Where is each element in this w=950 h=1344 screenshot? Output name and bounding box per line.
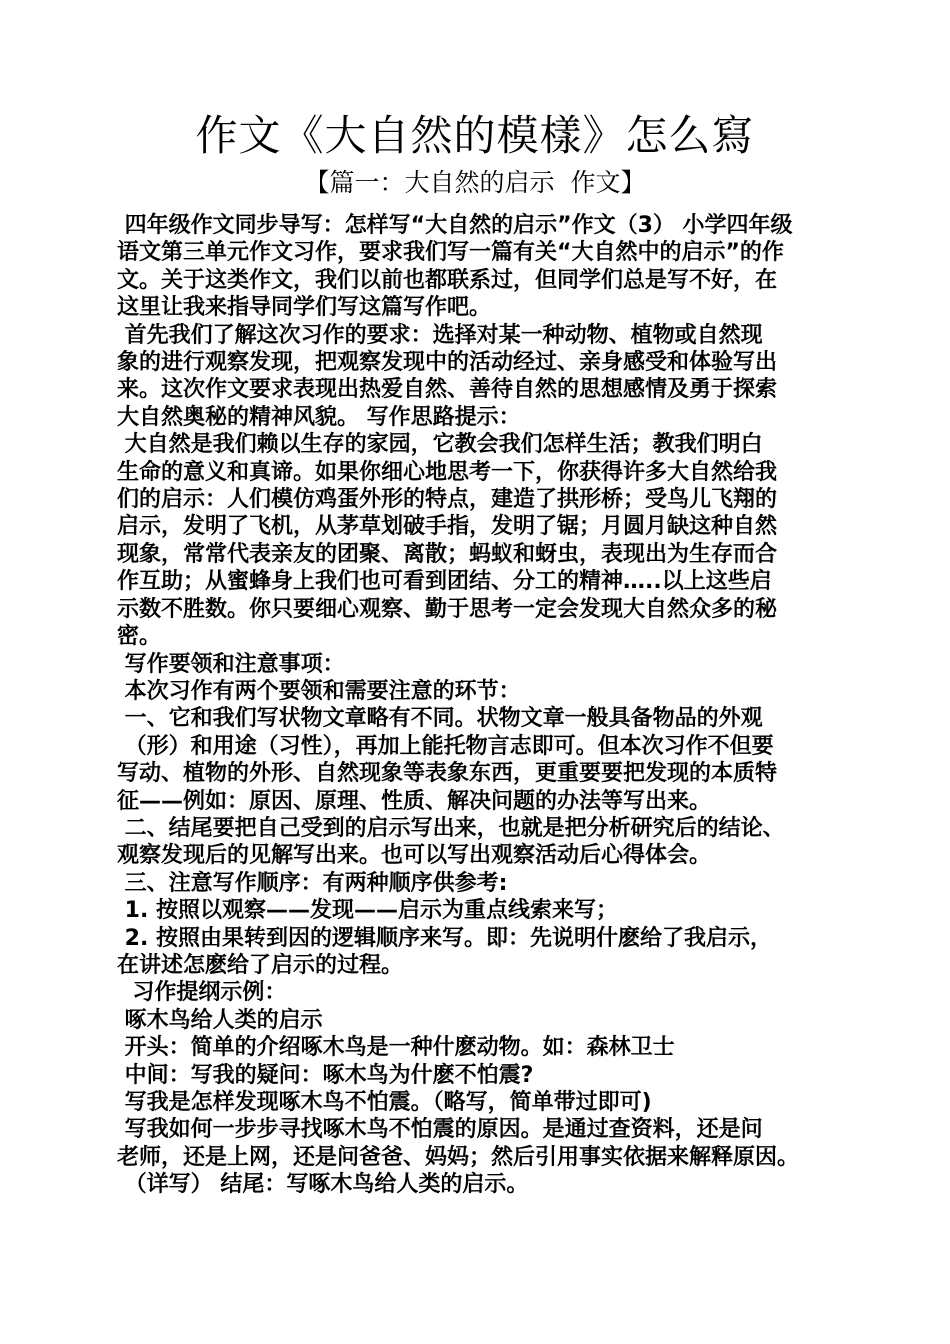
body-line: 征——例如：原因、原理、性质、解决问题的办法等写出来。 (117, 788, 712, 814)
document-title: 作文《大自然的模樣》怎么寫 (195, 111, 755, 160)
body-line: 三、注意写作顺序：有两种顺序供参考: (117, 870, 508, 896)
body-line: 写作要领和注意事项： (117, 651, 345, 677)
body-line: （形）和用途（习性），再加上能托物言志即可。但本次习作不但要 (117, 733, 774, 759)
body-line: 写动、植物的外形、自然现象等表象东西，更重要要把发现的本质特 (117, 761, 778, 787)
body-line: 老师，还是上网，还是问爸爸、妈妈；然后引用事实依据来解释原因。 (117, 1144, 800, 1170)
body-line: 文。关于这类作文，我们以前也都联系过，但同学们总是写不好，在 (117, 267, 778, 293)
body-line: 现象，常常代表亲友的团聚、离散；蚂蚁和蚜虫，表现出为生存而合 (117, 541, 778, 567)
body-line: 首先我们了解这次习作的要求：选择对某一种动物、植物或自然现 (117, 322, 763, 348)
body-line: 密。 (117, 624, 162, 650)
body-line: 在讲述怎麽给了启示的过程。 (117, 952, 404, 978)
body-line: 写我如何一步步寻找啄木鸟不怕震的原因。是通过查资料，还是问 (117, 1117, 763, 1143)
document-body (117, 212, 847, 1199)
body-line: 啄木鸟给人类的启示 (117, 1007, 323, 1033)
body-line: 这里让我来指导同学们写这篇写作吧。 (117, 295, 492, 321)
body-line: 示数不胜数。你只要细心观察、勤于思考一定会发现大自然众多的秘 (117, 596, 778, 622)
body-line: 来。这次作文要求表现出热爱自然、善待自然的思想感情及勇于探索 (117, 377, 778, 403)
document-subtitle: 【篇一：大自然的启示 作文】 (304, 168, 646, 197)
body-line: 们的启示：人们模仿鸡蛋外形的特点，建造了拱形桥；受鸟儿飞翔的 (117, 487, 778, 513)
body-line: 作互助；从蜜蜂身上我们也可看到团结、分工的精神…..以上这些启 (117, 569, 772, 595)
body-line: 写我是怎样发现啄木鸟不怕震。（略写，简单带过即可) (117, 1090, 652, 1115)
body-line: 中间：写我的疑问：啄木鸟为什麽不怕震? (117, 1062, 534, 1088)
body-line: 1. 按照以观察——发现——启示为重点线索来写； (117, 898, 618, 924)
body-line: 四年级作文同步导写：怎样写“大自然的启示”作文（3） 小学四年级 (117, 213, 793, 238)
body-line: 象的进行观察发现，把观察发现中的活动经过、亲身感受和体验写出 (117, 350, 778, 376)
body-line: 语文第三单元作文习作，要求我们写一篇有关“大自然中的启示”的作 (117, 240, 784, 266)
body-line: 二、结尾要把自己受到的启示写出来，也就是把分析研究后的结论、 (117, 815, 785, 841)
body-line: 2. 按照由果转到因的逻辑顺序来写。即：先说明什麽给了我启示， (117, 925, 772, 951)
body-line: 观察发现后的见解写出来。也可以写出观察活动后心得体会。 (117, 843, 712, 869)
body-line: 生命的意义和真谛。如果你细心地思考一下，你获得许多大自然给我 (117, 459, 778, 485)
body-line: 开头：简单的介绍啄木鸟是一种什麽动物。如：森林卫士 (117, 1035, 675, 1061)
body-line: 一、它和我们写状物文章略有不同。状物文章一般具备物品的外观 (117, 706, 763, 732)
body-line: 大自然是我们赖以生存的家园，它教会我们怎样生活；教我们明白 (117, 432, 763, 458)
body-line: （详写） 结尾：写啄木鸟给人类的启示。 (117, 1172, 529, 1198)
body-line: 习作提纲示例： (117, 980, 287, 1006)
body-line: 本次习作有两个要领和需要注意的环节： (117, 678, 521, 704)
body-line: 启示，发明了飞机，从茅草划破手指，发明了锯；月圆月缺这种自然 (117, 514, 778, 540)
body-line: 大自然奥秘的精神风貌。 写作思路提示： (117, 404, 521, 430)
